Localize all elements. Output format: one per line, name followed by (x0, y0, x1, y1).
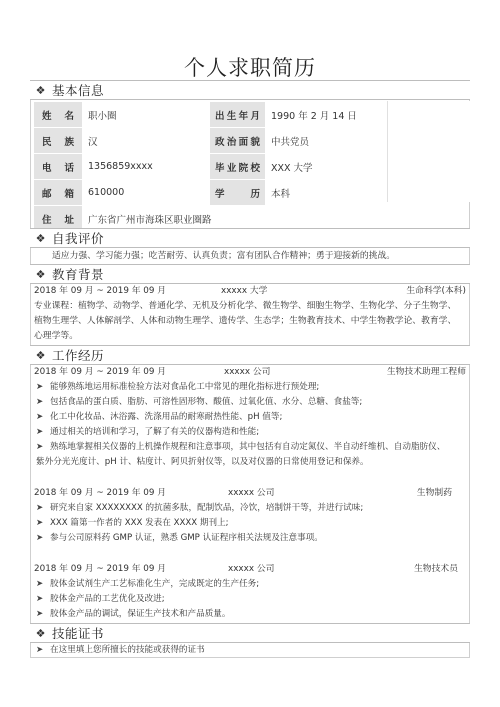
list-item-continued: 紫外分光光度计、pH 计、粘度计、阿贝折射仪等，以及对仪器的日常使用登记和保养。 (36, 457, 369, 467)
edu-course-line: 专业课程：植物学、动物学、普通化学、无机及分析化学、微生物学、细胞生物学、生物化学、分子生物学、 (34, 301, 457, 311)
edu-date: 2018 年 09 月 ~ 2019 年 09 月 (34, 286, 167, 296)
arrow-icon: ➤ (36, 518, 44, 528)
arrow-icon: ➤ (36, 594, 44, 604)
photo-placeholder (387, 101, 471, 202)
label-address: 住 址 (34, 206, 82, 232)
diamond-icon: ❖ (35, 231, 46, 245)
list-item: ➤ 参与公司原料药 GMP 认证，熟悉 GMP 认证程序相关法规及注意事项。 (36, 533, 323, 543)
label-email: 邮 箱 (34, 180, 82, 206)
work-date: 2018 年 09 月 ~ 2019 年 09 月 (34, 367, 167, 377)
list-item: ➤ 胶体金试剂生产工艺标准化生产，完成既定的生产任务; (36, 579, 260, 589)
section-title: 技能证书 (52, 626, 105, 641)
list-item: ➤ 包括食品的蛋白质、脂肪、可溶性固形物、酸值、过氧化值、水分、总糖、食盐等; (36, 397, 363, 407)
arrow-icon: ➤ (36, 579, 44, 589)
work-company: xxxxx 公司 (228, 488, 275, 498)
section-title: 工作经历 (52, 348, 105, 363)
label-name: 姓 名 (34, 102, 82, 128)
label-political: 政治面貌 (210, 128, 265, 154)
value-school: XXX 大学 (265, 154, 391, 180)
value-address: 广东省广州市海珠区职业圈路 (82, 206, 391, 232)
info-row (34, 128, 391, 154)
arrow-icon: ➤ (36, 382, 44, 392)
arrow-icon: ➤ (36, 397, 44, 407)
list-item: ➤ 能够熟练地运用标准检验方法对食品化工中常见的理化指标进行预处理; (36, 382, 320, 392)
list-item: ➤ 化工中化妆品、沐浴露、洗涤用品的耐寒耐热性能、pH 值等; (36, 412, 283, 422)
value-ethnic: 汉 (82, 128, 210, 154)
list-item: ➤ 熟练地掌握相关仪器的上机操作规程和注意事项，其中包括有自动定氮仪、半自动纤维机、自动脂肪仪、 (36, 442, 446, 452)
section-basic-info (30, 80, 470, 100)
diamond-icon: ❖ (35, 83, 46, 97)
resume-title: 个人求职简历 (184, 56, 316, 80)
list-item: ➤ 胶体金产品的调试，保证生产技术和产品质量。 (36, 609, 231, 619)
value-degree: 本科 (265, 180, 391, 206)
diamond-icon: ❖ (35, 626, 46, 640)
value-email: 610000 (82, 180, 210, 206)
work-position: 生物技术助理工程师 (386, 367, 466, 377)
section-education (30, 264, 470, 284)
value-political: 中共党员 (265, 128, 391, 154)
label-school: 毕业院校 (210, 154, 265, 180)
edu-major: 生命科学(本科) (406, 286, 466, 296)
label-degree: 学 历 (210, 180, 265, 206)
list-item: ➤ 胶体金产品的工艺优化及改进; (36, 594, 165, 604)
work-date: 2018 年 09 月 ~ 2019 年 09 月 (34, 488, 167, 498)
arrow-icon: ➤ (36, 533, 44, 543)
list-item: ➤ XXX 篇第一作者的 XXX 发表在 XXXX 期刊上; (36, 518, 229, 528)
section-skills (30, 623, 470, 643)
list-item: ➤ 在这里填上您所擅长的技能或获得的证书 (36, 645, 205, 655)
arrow-icon: ➤ (36, 412, 44, 422)
value-birth: 1990 年 2 月 14 日 (265, 102, 391, 128)
arrow-icon: ➤ (36, 645, 44, 655)
arrow-icon: ➤ (36, 442, 44, 452)
section-self-eval (30, 228, 470, 248)
self-eval-text: 适应力强、学习能力强；吃苦耐劳、认真负责；富有团队合作精神；勇于迎接新的挑战。 (52, 251, 396, 261)
section-work (30, 345, 470, 365)
arrow-icon: ➤ (36, 503, 44, 513)
section-title: 自我评价 (52, 231, 105, 246)
diamond-icon: ❖ (35, 348, 46, 362)
label-phone: 电 话 (34, 154, 82, 180)
edu-course-line: 植物生理学、人体解剖学、人体和动物生理学、遗传学、生态学；生物教育技术、中学生物教学论、教育学、 (34, 316, 457, 326)
info-row (34, 154, 391, 180)
work-position: 生物制药 (416, 488, 452, 498)
list-item: ➤ 研究来自家 XXXXXXXX 的抗菌多肽，配制饮品，冷饮，培制饼干等，并进行试味; (36, 503, 364, 513)
list-item: ➤ 通过相关的培训和学习，了解了有关的仪器构造和性能; (36, 427, 260, 437)
section-title: 基本信息 (52, 83, 105, 98)
arrow-icon: ➤ (36, 427, 44, 437)
edu-school: xxxxx 大学 (221, 286, 268, 296)
edu-course-line: 心理学等。 (34, 331, 78, 341)
arrow-icon: ➤ (36, 609, 44, 619)
work-position: 生物技术员 (414, 564, 458, 574)
value-name: 职小圈 (82, 102, 210, 128)
label-birth: 出生年月 (210, 102, 265, 128)
info-row (34, 102, 391, 128)
work-date: 2018 年 09 月 ~ 2019 年 09 月 (34, 564, 167, 574)
work-company: xxxxx 公司 (224, 367, 271, 377)
info-row (34, 180, 391, 206)
work-company: xxxxx 公司 (228, 564, 275, 574)
diamond-icon: ❖ (35, 267, 46, 281)
section-title: 教育背景 (52, 267, 105, 282)
label-ethnic: 民 族 (34, 128, 82, 154)
basic-info-table (34, 101, 391, 232)
value-phone: 1356859xxxx (82, 154, 210, 180)
